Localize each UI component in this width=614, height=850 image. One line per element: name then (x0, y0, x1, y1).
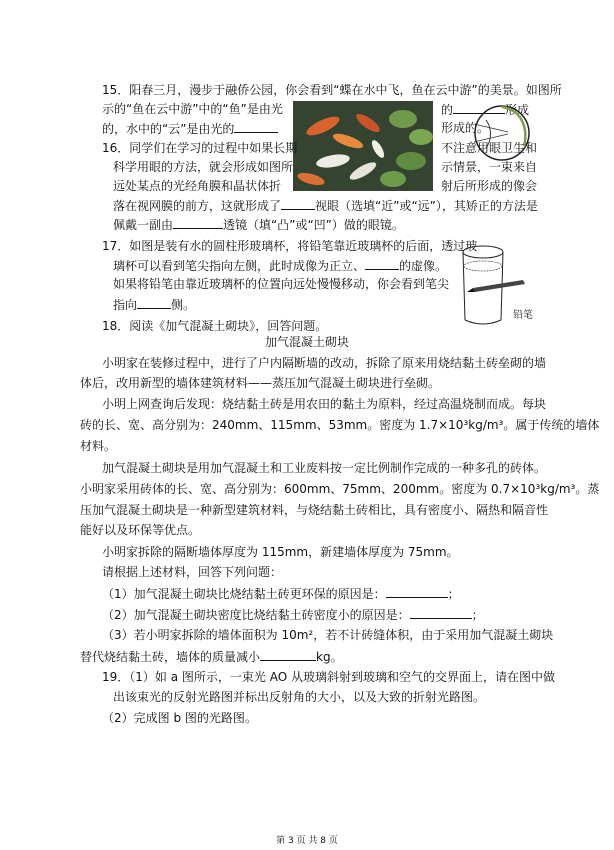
q16-line-1-left: 16．同学们在学习的过程中如果长期 (102, 141, 298, 155)
q18-answer-blank-2 (410, 606, 472, 619)
lily-pad (396, 152, 426, 170)
q18-answer-blank-1 (386, 585, 448, 598)
q18-paragraph-2-line-2: 砖的长、宽、高分别为：240mm、115mm、53mm。密度为 1.7×10³kg/m³。属于传统的墙体 (80, 418, 600, 432)
q15-line-1: 15．阳春三月，漫步于融侨公园，你会看到“蝶在水中飞，鱼在云中游”的美景。如图所 (102, 83, 562, 97)
q17-answer-blank-1 (365, 257, 399, 270)
q18-answer-blank-3 (260, 648, 316, 661)
q16-line-3-left: 远处某点的光经角膜和晶状体折 (113, 179, 282, 193)
q16-line-3-right: 射后所形成的像会 (441, 179, 538, 193)
q17-line-2: 璃杯可以看到笔尖指向左侧，此时成像为正立、 的虚像。 (113, 259, 448, 273)
q18-paragraph-3-line-1: 加气混凝土砌块是用加气混凝土和工业废料按一定比例制作完成的一种多孔的砖体。 (102, 461, 547, 475)
q16-answer-blank-2 (173, 216, 223, 229)
q18-paragraph-3-line-2: 小明家采用砖体的长、宽、高分别为：600mm、75mm、200mm。密度为 0.7×10³kg/m³。蒸 (80, 482, 600, 496)
q16-line-4: 落在视网膜的前方，这就形成了 视眼（选填“近”或“远”），其矫正的方法是 (113, 199, 538, 213)
q16-line-5: 佩戴一副由 透镜（填“凸”或“凹”）做的眼镜。 (113, 218, 404, 232)
lily-pad (380, 171, 406, 187)
q18-article-title: 加气混凝土砌块 (264, 335, 349, 349)
q18-sub-question-1: （1）加气混凝土砌块比烧结黏土砖更环保的原因是： ； (102, 587, 460, 601)
q17-line-4: 指向 侧。 (113, 298, 196, 312)
q16-line-2-left: 科学用眼的方法，就会形成如图所 (113, 160, 294, 174)
q18-paragraph-2-line-1: 小明上网查询后发现：烧结黏土砖是用农田的黏土为原料，经过高温烧制而成。每块 (102, 397, 547, 411)
q15-line-3-left: 的，水中的“云”是由光的 (102, 120, 278, 137)
q18-paragraph-3-line-3: 压加气混凝土砌块是一种新型建筑材料，与烧结黏土砖相比，具有密度小、隔热和隔音性 (80, 503, 549, 517)
q18-paragraph-1-line-2: 体后，改用新型的墙体建筑材料——蒸压加气混凝土砌块进行垒砌。 (80, 376, 441, 390)
q15-answer-blank-2 (234, 120, 278, 133)
q18-sub-question-3-line-1: （3）若小明家拆除的墙体面积为 10m²，若不计砖缝体积，由于采用加气混凝土砌块 (102, 628, 554, 642)
q18-paragraph-1-line-1: 小明家在装修过程中，进行了户内隔断墙的改动，拆除了原来用烧结黏土砖垒砌的墙 (102, 356, 547, 370)
q16-line-2-right: 示情景，一束来自 (441, 160, 538, 174)
glass-pencil-figure (457, 240, 539, 330)
q17-line-1: 17．如图是装有水的圆柱形玻璃杯，将铅笔靠近玻璃杯的后面，透过玻 (102, 239, 478, 253)
q17-answer-blank-2 (137, 296, 171, 309)
lily-pad (389, 110, 417, 128)
q19-line-3: （2）完成图 b 图的光路图。 (102, 711, 257, 725)
q15-line-2-left: 示的“鱼在云中游”中的“鱼”是由光 (102, 102, 283, 116)
q17-line-3: 如果将铅笔由靠近玻璃杯的位置向远处慢慢移动，你会看到笔尖 (113, 277, 450, 291)
q15-line-3-right: 形成的。 (441, 121, 490, 135)
q18-paragraph-3-line-4: 能好以及环保等优点。 (80, 523, 201, 537)
lily-pad (409, 129, 433, 145)
q16-answer-blank-1 (281, 197, 315, 210)
pencil-label: 铅笔 (513, 310, 533, 321)
q16-line-1-right: 不注意用眼卫生和 (441, 141, 538, 155)
q18-sub-question-3-line-2: 替代烧结黏土砖，墙体的质量减小 kg。 (80, 650, 343, 664)
q18-paragraph-4: 小明家拆除的隔断墙体厚度为 115mm，新建墙体厚度为 75mm。 (102, 545, 459, 559)
q18-intro: 18．阅读《加气混凝土砌块》，回答问题。 (102, 319, 328, 333)
q19-line-2: 出该束光的反射光路图并标出反射角的大小，以及大致的折射光路图。 (113, 690, 486, 704)
q19-line-1: 19．（1）如 a 图所示，一束光 AO 从玻璃斜射到玻璃和空气的交界面上，请在图中做 (102, 670, 555, 684)
q18-paragraph-2-line-3: 材料。 (80, 439, 117, 453)
pencil-icon (473, 280, 525, 292)
q18-paragraph-5: 请根据上述材料，回答下列问题： (102, 565, 283, 579)
fish-pond-photo (293, 101, 433, 191)
q15-line-2-right: 的 形成 (441, 103, 530, 117)
q18-sub-question-2: （2）加气混凝土砌块密度比烧结黏土砖密度小的原因是： ； (102, 608, 484, 622)
page-footer: 第 3 页 共 8 页 (276, 836, 338, 846)
